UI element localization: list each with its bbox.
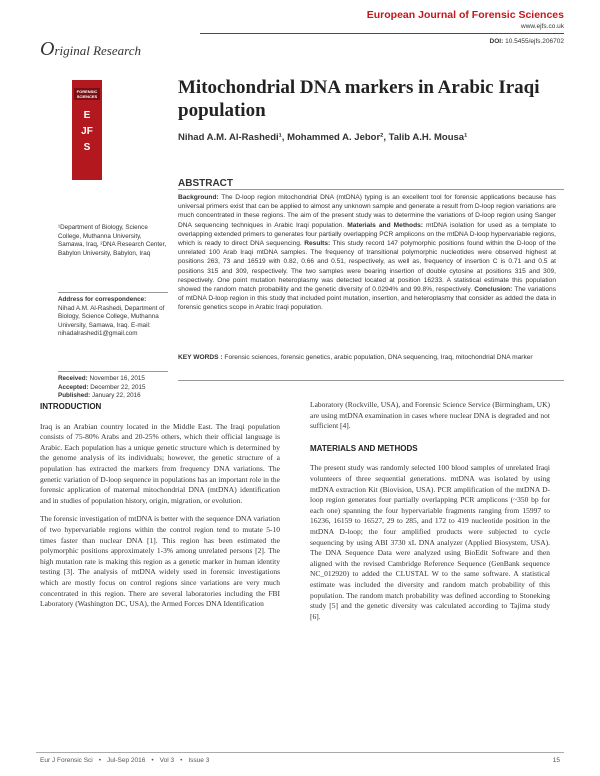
methods-text: mtDNA isolation for used as a template to overlapping extended primers to generates four partially overlapping PCR amplicons on the mtDNA D-loop hypervariable regions, which is ready to direct DNA sequencing.	[178, 221, 556, 248]
accepted-label: Accepted:	[58, 383, 89, 391]
conclusion-label: Conclusion:	[474, 286, 513, 294]
article-dates	[58, 375, 168, 401]
introduction-heading: INTRODUCTION	[40, 402, 102, 411]
intro-paragraph-2: The forensic investigation of mtDNA is better with the sequence DNA variation of two hypervariable regions within the control region tend to mutate 5-10 times faster than nuclear DNA [1]. This region has been estimated the polymorphic positions approximately 1-3% among unrelated persons [2]. The high mutation rate is making this region as a genetic marker in human identity testing [3]. The analysis of mtDNA widely used in forensic investigations which are mostly focus on control regions since variations are very much concentrated in this region. There are several laboratories including the FBI Laboratory (Washington DC, USA), the Armed Forces DNA Identification	[40, 514, 280, 609]
intro-paragraph-1: Iraq is an Arabian country located in the Middle East. The Iraqi population consists of 75-80% Arabs and 20-25% others, which their official language is Arabic. Each population has a unique genetic structure which is determined by the genome analysis of its individuals; however, the genetic structure of a population has extracted the markers from frequency DNA variations. The genetic variation of D-loop sequence in populations has an important role in the forensic application of maternal mitochondrial DNA (mtDNA) identification and in studies of population history, origin, migration, or evolution.	[40, 421, 280, 505]
doi-label: DOI:	[489, 38, 504, 45]
abstract-divider	[178, 189, 564, 190]
methods-paragraph: The present study was randomly selected 100 blood samples of unrelated Iraqi volunteers of three sequential generations. mtDNA was isolated by using mtDNA extraction Kit (Biovision, USA). PCR amplification of the mtDNA D-loop region generates four partially overlapping PCR amplicons (~350 bp for each one) spanning the four hypervariable fragments ranging from 15997 to 16236, 16159 to 16527, 29 to 285, and 172 to 419 nucleotide position in the mtDNA D-loop; the four amplified products were subjected to cycle sequencing by using ABI 3730 xL DNA analyzer (Applied Biosystem, USA). The DNA Sequence Data were analyzed using BioEdit Software and then aligned with the revised Cambridge Reference Sequence (GenBank sequence NC_012920) to added the CLUSTAL W to the same software. A statistical estimate was included the diversity and random match probability of this population. The random match probability was defined according to Stoneking study [5] and the genetic diversity was calculated according to Tajima study [6].	[310, 463, 550, 621]
keywords	[178, 353, 556, 362]
cover-text: FORENSIC SCIENCES	[76, 89, 98, 99]
footer-issue: Issue 3	[188, 757, 210, 764]
correspondence-heading: Address for correspondence:	[58, 296, 147, 303]
conclusion-text: The variations of mtDNA D-loop region in this study that included point mutation, insertion, and heteroplasmy that consider as added the data in forensic genetics scope in Arabic Iraqi population.	[178, 286, 556, 312]
footer-volume: Vol 3	[159, 757, 175, 764]
abstract-heading: ABSTRACT	[178, 178, 233, 189]
left-column	[40, 402, 280, 618]
journal-website[interactable]: www.ejfs.co.uk	[521, 23, 564, 30]
affiliations: ¹Department of Biology, Science College, Muthanna University, Samawa, Iraq, ²DNA Research Center, Babylon University, Babylon, Iraq	[58, 224, 167, 257]
footer-citation: Eur J Forensic Sci • Jul-Sep 2016 • Vol 3 • Issue 3	[40, 757, 210, 764]
authors: Nihad A.M. Al-Rashedi¹, Mohammed A. Jebor², Talib A.H. Mousa¹	[178, 132, 468, 143]
keywords-divider	[178, 380, 564, 381]
keywords-label: KEY WORDS :	[178, 354, 223, 361]
methods-label: Materials and Methods:	[347, 221, 423, 229]
intro-paragraph-3: Laboratory (Rockville, USA), and Forensic Science Service (Birmingham, UK) are using mtDNA examination in cases where nuclear DNA is degraded and not sufficient [4].	[310, 400, 550, 431]
section-label-rest: riginal Research	[54, 43, 141, 58]
footer-journal: Eur J Forensic Sci	[40, 757, 93, 764]
doi-value: 10.5455/ejfs.206702	[505, 38, 564, 45]
page-number: 15	[552, 757, 560, 764]
published-date: January 22, 2016	[91, 392, 141, 400]
methods-heading: MATERIALS AND METHODS	[310, 443, 418, 453]
cover-letters: EJFS	[81, 110, 93, 153]
section-label	[40, 38, 141, 61]
received-label: Received:	[58, 375, 88, 382]
dates-divider	[58, 371, 168, 372]
affiliation-divider	[58, 292, 168, 293]
right-column	[310, 400, 550, 630]
doi[interactable]	[490, 38, 564, 45]
journal-cover-image	[72, 80, 102, 180]
keywords-text: Forensic sciences, forensic genetics, arabic population, DNA sequencing, Iraq, mitochondrial DNA marker	[222, 354, 533, 361]
abstract-body	[178, 193, 556, 313]
footer-date: Jul-Sep 2016	[107, 757, 146, 764]
published-label: Published:	[58, 392, 91, 400]
correspondence-text[interactable]: Nihad A.M. Al-Rashedi, Department of Biology, Science College, Muthanna University, Samawa, Iraq. E-mail: nihadalrashedi1@gmail.com	[58, 304, 165, 338]
footer-divider	[36, 752, 564, 753]
results-text: This study record 147 polymorphic positions found within the D-loop of the unrelated 100 Arab Iraqi mtDNA samples. The frequency of transitional polymorphic nucleotides were observed highest at positions 263, 73 and 16519 with 0.82, 0.66 and 0.51, respectively, as well as, frequency of insertion C is 0.71 and 0.5 at positions 315 and 309, respectively. The two samples were bearing insertion of double cytosine at positions 315 and 309, respectively. One point mutation heteroplasmy was detected located at position 16233. A statistical estimate this population showed the random match probability and the genetic diversity of 0.0294% and 99.8%, respectively.	[178, 240, 556, 294]
background-label: Background:	[178, 194, 219, 201]
correspondence	[58, 296, 168, 339]
section-label-initial: O	[40, 38, 55, 60]
article-title: Mitochondrial DNA markers in Arabic Iraqi population	[178, 77, 540, 121]
background-text: The D-loop region mitochondrial DNA (mtDNA) typing is an excellent tool for forensic applications because has universal primers exist that can be applied to almost any unknown sample and generate a result from D-loop region variations are much concentrated in these regions. The aim of the present study was to determine the variations of D-loop region using Sanger DNA sequencing techniques in Arabic Iraqi population.	[178, 194, 556, 229]
results-label: Results:	[304, 240, 331, 248]
journal-name: European Journal of Forensic Sciences	[366, 9, 564, 21]
received-date: November 16, 2015	[89, 375, 145, 382]
accepted-date: December 22, 2015	[90, 383, 146, 391]
header-divider	[200, 33, 564, 34]
